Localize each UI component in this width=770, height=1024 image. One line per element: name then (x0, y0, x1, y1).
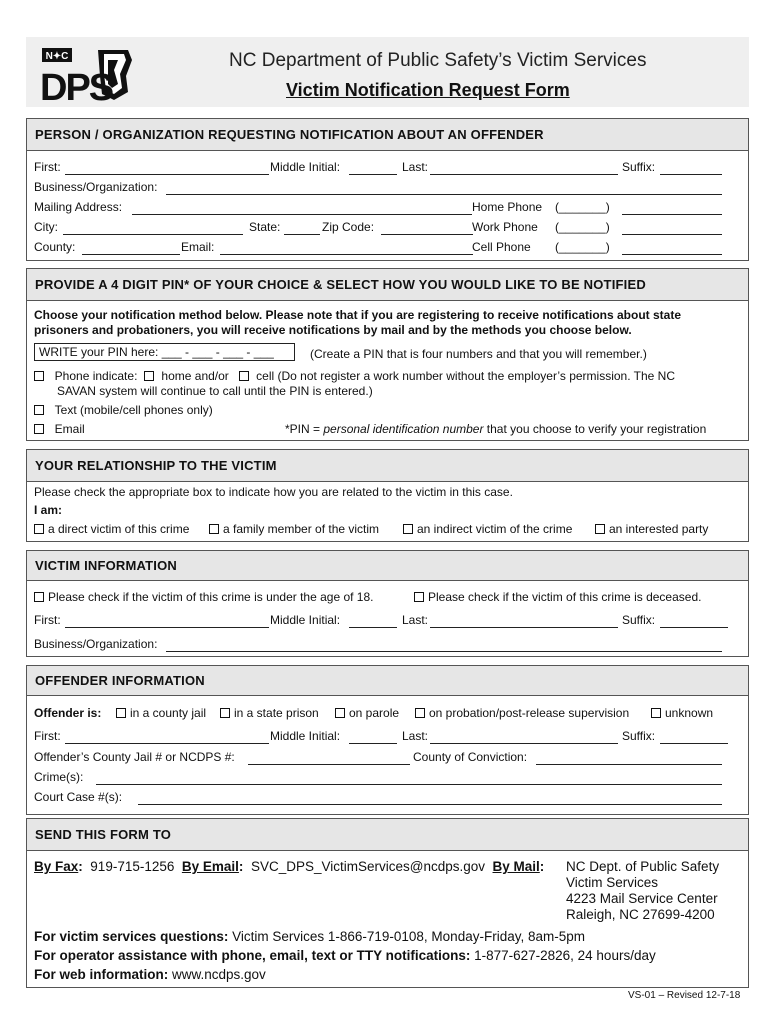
state-field[interactable] (284, 234, 320, 235)
home-label: home and/or (161, 369, 229, 383)
middle-initial-field[interactable] (349, 174, 397, 175)
victim-last-field[interactable] (430, 627, 618, 628)
court-case-field[interactable] (138, 804, 722, 805)
send-methods: By Fax: 919-715-1256 By Email: SVC_DPS_VictimServices@ncdps.gov By Mail: (34, 859, 545, 874)
city-label: City: (34, 220, 58, 234)
offender-checkbox[interactable] (116, 708, 126, 718)
offender-first-field[interactable] (65, 743, 269, 744)
city-field[interactable] (63, 234, 243, 235)
web-info: For web information: www.ncdps.gov (34, 967, 266, 982)
pin-input[interactable]: WRITE your PIN here: ___ - ___ - ___ - ___ (34, 343, 295, 361)
pin-note: (Create a PIN that is four numbers and that you will remember.) (310, 347, 647, 361)
section-heading: VICTIM INFORMATION (27, 551, 748, 581)
pin-definition: *PIN = personal identification number that you choose to verify your registration (285, 422, 707, 436)
work-phone-field[interactable] (622, 234, 722, 235)
deceased-checkbox[interactable] (414, 592, 424, 602)
middle-initial-label: Middle Initial: (270, 160, 341, 174)
rel-option-family: a family member of the victim (209, 522, 379, 536)
work-phone-area[interactable]: (_______) (555, 220, 610, 234)
home-phone-area[interactable]: (_______) (555, 200, 610, 214)
cell-phone-field[interactable] (622, 254, 722, 255)
email-label: Email (54, 422, 85, 436)
org-title: NC Department of Public Safety’s Victim Services (229, 50, 647, 71)
rel-option-indirect: an indirect victim of the crime (403, 522, 572, 536)
email-address[interactable]: SVC_DPS_VictimServices@ncdps.gov (250, 859, 485, 874)
section-heading: YOUR RELATIONSHIP TO THE VICTIM (27, 450, 748, 482)
offender-suffix-field[interactable] (660, 743, 728, 744)
section-heading: PROVIDE A 4 DIGIT PIN* OF YOUR CHOICE & SELECT HOW YOU WOULD LIKE TO BE NOTIFIED (27, 269, 748, 301)
home-phone-field[interactable] (622, 214, 722, 215)
rel-option-direct: a direct victim of this crime (34, 522, 189, 536)
victim-suffix-field[interactable] (660, 627, 728, 628)
dps-logo (40, 46, 134, 102)
home-phone-label: Home Phone (472, 200, 543, 214)
jail-number-field[interactable] (248, 764, 410, 765)
mailing-field[interactable] (132, 214, 472, 215)
offender-option-jail: in a county jail (116, 706, 206, 720)
county-conviction-label: County of Conviction: (413, 750, 528, 764)
intro-line-2: prisoners and probationers, you will receive notifications by mail and by the methods you choose below. (34, 323, 632, 337)
first-label: First: (34, 160, 61, 174)
rel-option-interested: an interested party (595, 522, 708, 536)
offender-checkbox[interactable] (220, 708, 230, 718)
cell-note-line-2: SAVAN system will continue to call until the PIN is entered.) (57, 384, 373, 398)
cell-checkbox[interactable] (239, 371, 249, 381)
text-checkbox[interactable] (34, 405, 44, 415)
rel-checkbox[interactable] (595, 524, 605, 534)
phone-option (34, 369, 675, 383)
zip-field[interactable] (381, 234, 473, 235)
cell-phone-label: Cell Phone (472, 240, 531, 254)
work-phone-label: Work Phone (472, 220, 538, 234)
offender-option-unknown: unknown (651, 706, 713, 720)
phone-checkbox[interactable] (34, 371, 44, 381)
victim-middle-label: Middle Initial: (270, 613, 341, 627)
offender-option-parole: on parole (335, 706, 399, 720)
text-label: Text (mobile/cell phones only) (54, 403, 213, 417)
offender-first-label: First: (34, 729, 61, 743)
fax-number: 919-715-1256 (90, 859, 175, 874)
victim-first-label: First: (34, 613, 61, 627)
i-am-label: I am: (34, 503, 63, 517)
business-field[interactable] (166, 194, 722, 195)
offender-option-probation: on probation/post-release supervision (415, 706, 629, 720)
jail-number-label: Offender’s County Jail # or NCDPS #: (34, 750, 235, 764)
suffix-label: Suffix: (622, 160, 656, 174)
victim-business-field[interactable] (166, 651, 722, 652)
offender-middle-field[interactable] (349, 743, 397, 744)
county-conviction-field[interactable] (536, 764, 722, 765)
county-field[interactable] (82, 254, 180, 255)
section-heading: PERSON / ORGANIZATION REQUESTING NOTIFICATION ABOUT AN OFFENDER (27, 119, 748, 151)
offender-option-prison: in a state prison (220, 706, 319, 720)
revision-footer: VS-01 – Revised 12-7-18 (628, 990, 741, 1001)
victim-business-label: Business/Organization: (34, 637, 158, 651)
cell-phone-area[interactable]: (_______) (555, 240, 610, 254)
email-field[interactable] (220, 254, 473, 255)
last-label: Last: (402, 160, 429, 174)
email-option (34, 422, 85, 436)
business-label: Business/Organization: (34, 180, 158, 194)
under-18-option: Please check if the victim of this crime is under the age of 18. (34, 590, 374, 604)
court-case-label: Court Case #(s): (34, 790, 123, 804)
victim-first-field[interactable] (65, 627, 269, 628)
form-title: Victim Notification Request Form (286, 80, 570, 100)
text-option (34, 403, 213, 417)
email-label: Email: (181, 240, 215, 254)
intro-line-1: Choose your notification method below. Please note that if you are registering to receive notifications about state (34, 308, 681, 322)
state-label: State: (249, 220, 281, 234)
offender-suffix-label: Suffix: (622, 729, 656, 743)
offender-last-label: Last: (402, 729, 429, 743)
rel-checkbox[interactable] (209, 524, 219, 534)
cell-label: cell (Do not register a work number without the employer’s permission. The NC (256, 369, 676, 383)
county-label: County: (34, 240, 76, 254)
logo-small-text: N✦C (45, 51, 69, 62)
deceased-option: Please check if the victim of this crime is deceased. (414, 590, 701, 604)
last-field[interactable] (430, 174, 618, 175)
offender-middle-label: Middle Initial: (270, 729, 341, 743)
crimes-field[interactable] (96, 784, 722, 785)
offender-is-label: Offender is: (34, 706, 102, 720)
by-email-label: By Email (181, 859, 239, 874)
web-link[interactable]: www.ncdps.gov (168, 967, 266, 982)
offender-checkbox[interactable] (651, 708, 661, 718)
offender-checkbox[interactable] (415, 708, 425, 718)
mail-address: NC Dept. of Public Safety Victim Services 4223 Mail Service Center Raleigh, NC 27699-4200 (566, 859, 720, 922)
first-field[interactable] (65, 174, 269, 175)
crimes-label: Crime(s): (34, 770, 84, 784)
victim-last-label: Last: (402, 613, 429, 627)
logo-big-text: DPS (40, 67, 113, 102)
suffix-field[interactable] (660, 174, 722, 175)
section-heading: OFFENDER INFORMATION (27, 666, 748, 696)
victim-middle-field[interactable] (349, 627, 397, 628)
rel-checkbox[interactable] (403, 524, 413, 534)
operator-contact: For operator assistance with phone, email, text or TTY notifications: 1-877-627-2826, 24 hours/day (34, 948, 656, 963)
victim-suffix-label: Suffix: (622, 613, 656, 627)
email-checkbox[interactable] (34, 424, 44, 434)
by-mail-label: By Mail (492, 859, 540, 874)
mailing-label: Mailing Address: (34, 200, 123, 214)
under-18-checkbox[interactable] (34, 592, 44, 602)
victim-services-contact: For victim services questions: Victim Services 1-866-719-0108, Monday-Friday, 8am-5pm (34, 929, 585, 944)
phone-label: Phone indicate: (54, 369, 138, 383)
section-heading: SEND THIS FORM TO (27, 819, 748, 851)
rel-checkbox[interactable] (34, 524, 44, 534)
relationship-instruction: Please check the appropriate box to indicate how you are related to the victim in this case. (34, 485, 513, 499)
offender-last-field[interactable] (430, 743, 618, 744)
by-fax-label: By Fax (34, 859, 79, 874)
offender-checkbox[interactable] (335, 708, 345, 718)
zip-label: Zip Code: (322, 220, 375, 234)
home-checkbox[interactable] (144, 371, 154, 381)
